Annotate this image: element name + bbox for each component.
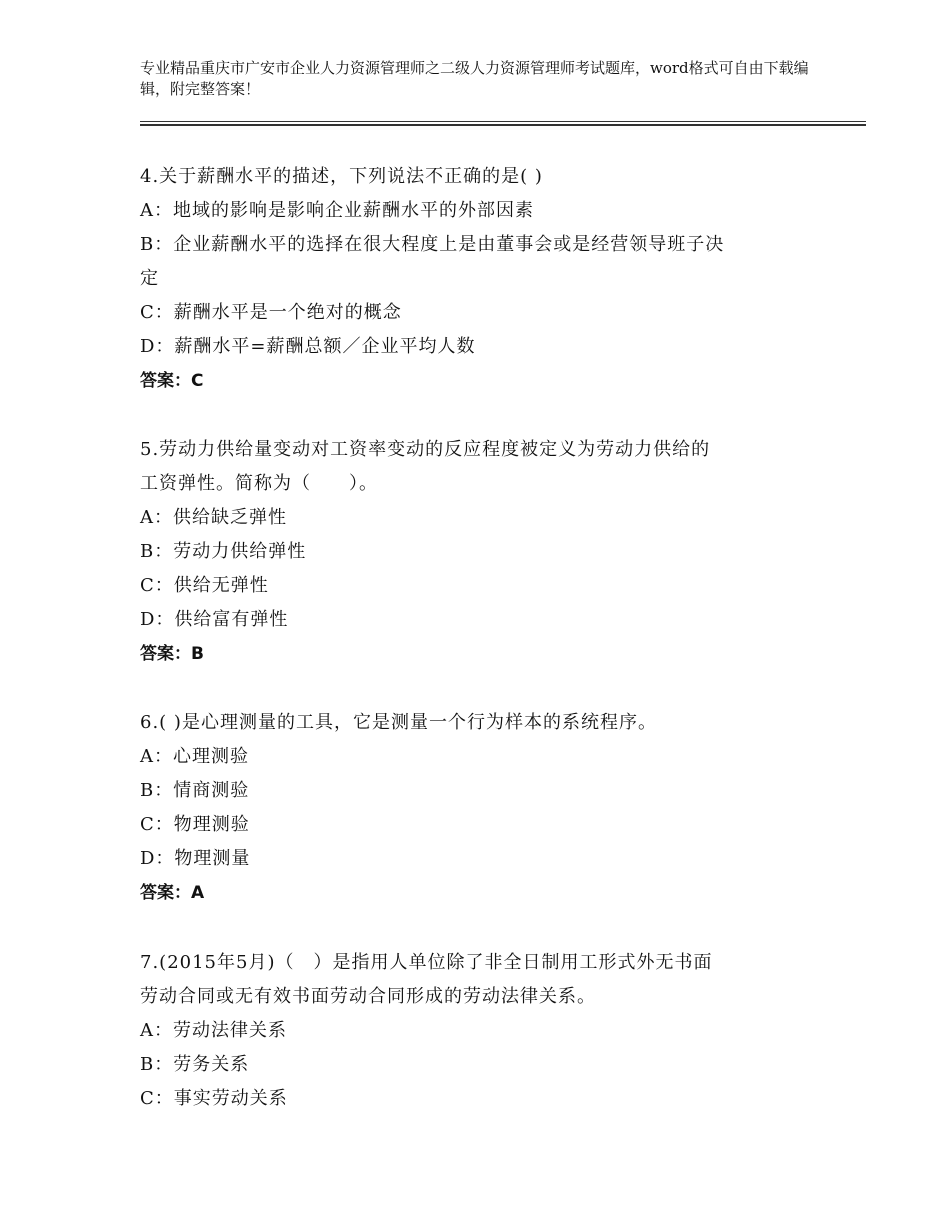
option-d: D：物理测量 <box>140 848 251 869</box>
header-divider-top <box>140 121 866 122</box>
answer: 答案：B <box>140 644 204 664</box>
answer: 答案：A <box>140 883 205 903</box>
question-7 <box>140 946 820 1116</box>
option-b: B：劳动力供给弹性 <box>140 541 307 562</box>
option-d: D：供给富有弹性 <box>140 609 289 630</box>
option-b-continued: 定 <box>140 268 159 289</box>
option-c: C：薪酬水平是一个绝对的概念 <box>140 302 402 323</box>
question-stem: 5.劳动力供给量变动对工资率变动的反应程度被定义为劳动力供给的 <box>140 439 711 460</box>
question-stem: 4.关于薪酬水平的描述，下列说法不正确的是( ) <box>140 166 543 187</box>
option-a: A：地域的影响是影响企业薪酬水平的外部因素 <box>140 200 534 221</box>
question-6 <box>140 706 820 910</box>
answer: 答案：C <box>140 371 204 391</box>
question-stem: 7.(2015年5月)（ ）是指用人单位除了非全日制用工形式外无书面 <box>140 952 713 973</box>
option-a: A：心理测验 <box>140 746 249 767</box>
question-4 <box>140 160 820 398</box>
option-c: C：物理测验 <box>140 814 250 835</box>
option-b: B：劳务关系 <box>140 1054 250 1075</box>
option-a: A：劳动法律关系 <box>140 1020 287 1041</box>
option-a: A：供给缺乏弹性 <box>140 507 287 528</box>
question-stem-continued: 劳动合同或无有效书面劳动合同形成的劳动法律关系。 <box>140 986 596 1007</box>
question-5 <box>140 433 820 671</box>
option-b: B：情商测验 <box>140 780 250 801</box>
header-divider-bottom <box>140 124 866 126</box>
option-b: B：企业薪酬水平的选择在很大程度上是由董事会或是经营领导班子决 <box>140 234 725 255</box>
option-d: D：薪酬水平=薪酬总额／企业平均人数 <box>140 336 476 357</box>
option-c: C：事实劳动关系 <box>140 1088 288 1109</box>
question-stem-continued: 工资弹性。简称为（ ）。 <box>140 473 378 494</box>
document-header: 专业精品重庆市广安市企业人力资源管理师之二级人力资源管理师考试题库，word格式可自由下载编辑，附完整答案！ <box>140 59 809 98</box>
option-c: C：供给无弹性 <box>140 575 269 596</box>
question-stem: 6.( )是心理测量的工具，它是测量一个行为样本的系统程序。 <box>140 712 657 733</box>
